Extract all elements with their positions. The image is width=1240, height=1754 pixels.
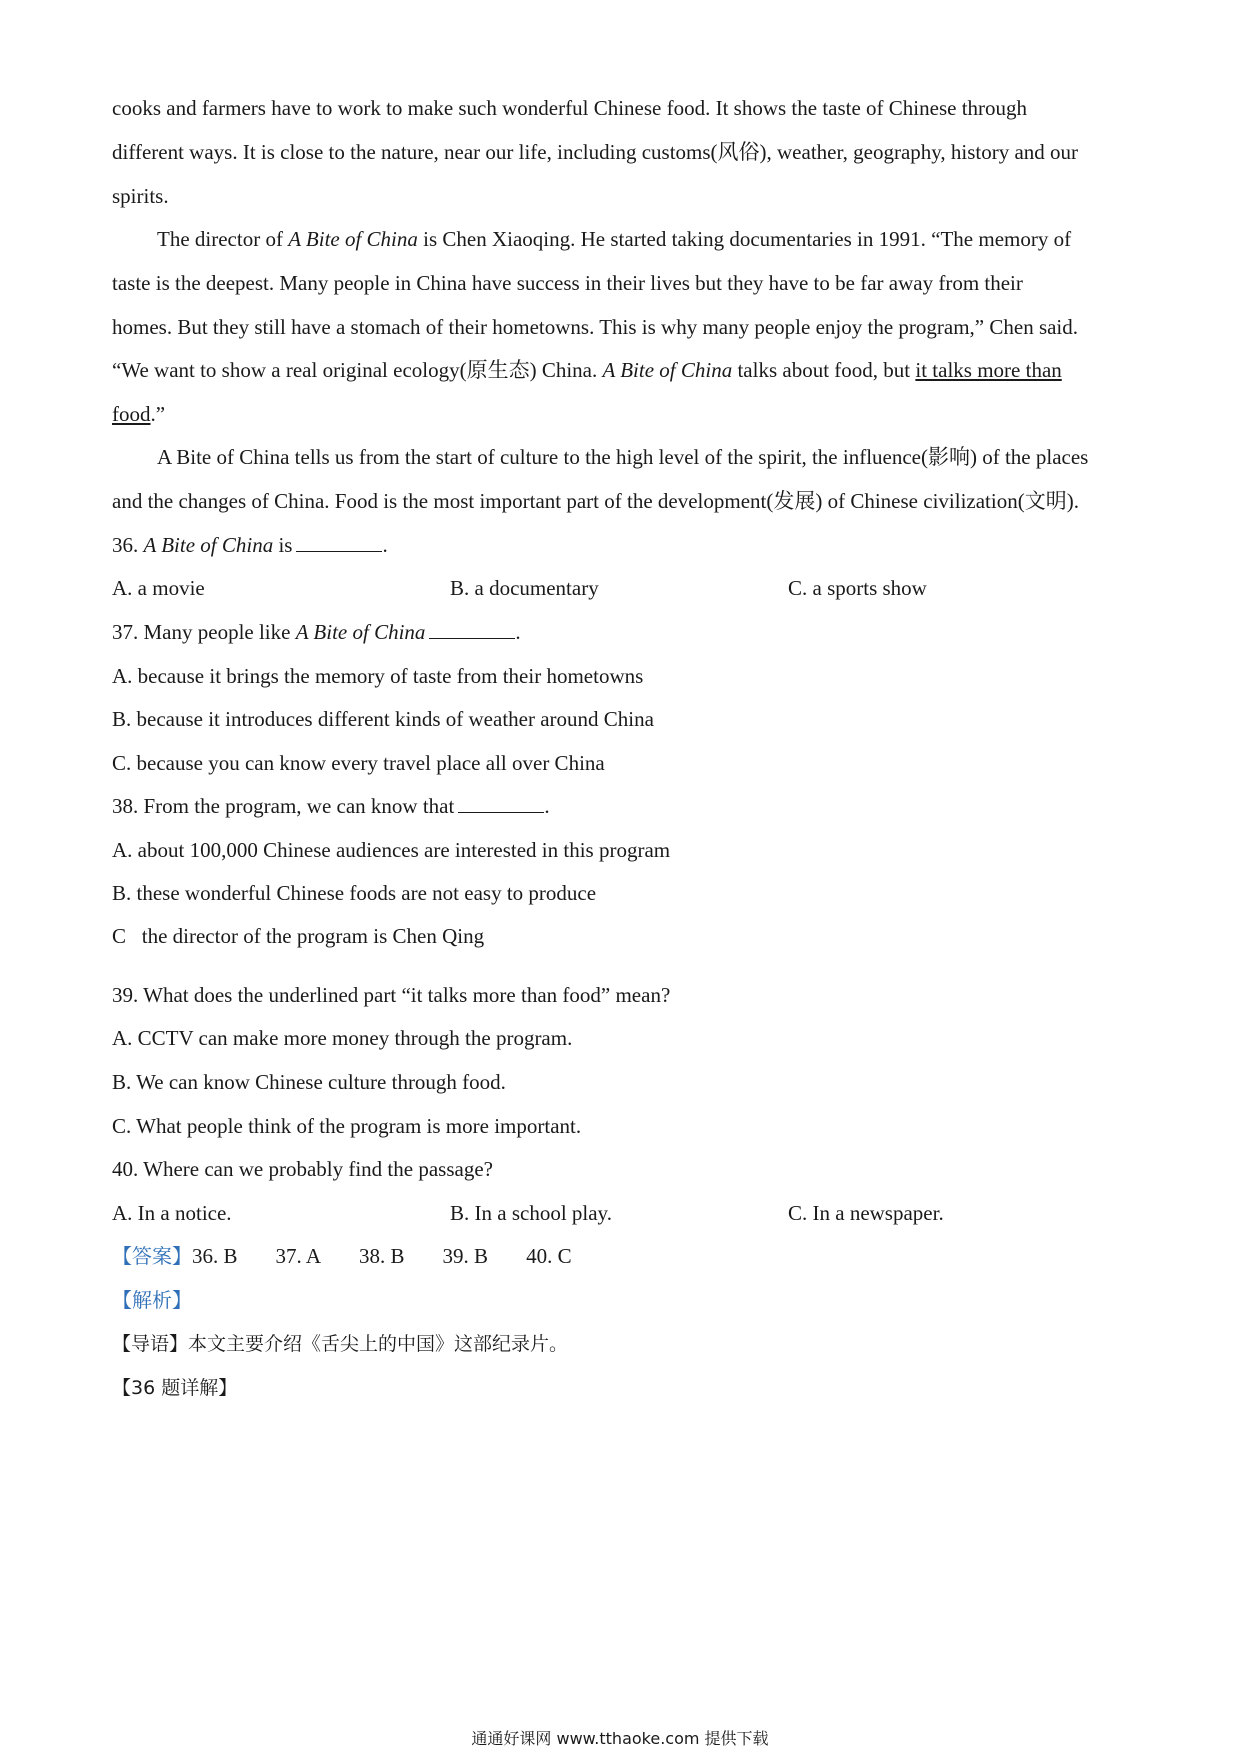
option-37-b: B. because it introduces different kinds of weather around China — [112, 707, 654, 731]
answer-key: 【答案】36. B 37. A 38. B 39. B 40. C — [112, 1244, 572, 1268]
option-40-a: A. In a notice. — [112, 1201, 232, 1225]
passage-line: The director of A Bite of China is Chen Xiaoqing. He started taking documentaries in 1991. “The memory of — [157, 227, 1072, 251]
answer-blank — [296, 533, 382, 552]
option-37-a: A. because it brings the memory of taste from their hometowns — [112, 664, 644, 688]
option-39-c: C. What people think of the program is more important. — [112, 1114, 582, 1138]
option-40-b: B. In a school play. — [450, 1201, 612, 1225]
passage-line: A Bite of China tells us from the start of culture to the high level of the spirit, the influence(影响) of the places — [157, 445, 1089, 469]
page-footer: 通通好课网 www.tthaoke.com 提供下载 — [471, 1729, 769, 1748]
option-38-b: B. these wonderful Chinese foods are not easy to produce — [112, 881, 597, 905]
passage-line: different ways. It is close to the nature, near our life, including customs(风俗), weather, geography, history and our — [112, 140, 1079, 164]
program-title: A Bite of China — [288, 227, 418, 251]
option-36-c: C. a sports show — [788, 576, 927, 600]
program-title: A Bite of China — [602, 358, 733, 382]
option-39-a: A. CCTV can make more money through the program. — [112, 1026, 573, 1050]
option-39-b: B. We can know Chinese culture through food. — [112, 1070, 506, 1094]
analysis-tag: 【解析】 — [112, 1288, 192, 1312]
passage-line: food.” — [112, 402, 166, 426]
question-39: 39. What does the underlined part “it talks more than food” mean? — [112, 983, 671, 1007]
underlined-phrase: it talks more than — [915, 358, 1062, 382]
option-38-c: C the director of the program is Chen Qing — [112, 924, 485, 948]
q36-detail-heading: 【36 题详解】 — [112, 1377, 238, 1399]
underlined-phrase: food — [112, 402, 151, 426]
option-37-c: C. because you can know every travel place all over China — [112, 751, 605, 775]
analysis-intro: 【导语】本文主要介绍《舌尖上的中国》这部纪录片。 — [112, 1333, 569, 1355]
question-38: 38. From the program, we can know that . — [112, 794, 550, 818]
passage-line: homes. But they still have a stomach of their hometowns. This is why many people enjoy the program,” Chen said. — [112, 315, 1079, 339]
answer-blank — [458, 794, 544, 813]
answer-blank — [429, 620, 515, 639]
option-36-a: A. a movie — [112, 576, 205, 600]
option-40-c: C. In a newspaper. — [788, 1201, 944, 1225]
answer-tag: 【答案】 — [112, 1244, 192, 1268]
passage-line: and the changes of China. Food is the most important part of the development(发展) of Chinese civilization(文明). — [112, 489, 1079, 513]
question-40: 40. Where can we probably find the passage? — [112, 1157, 493, 1181]
passage-line: cooks and farmers have to work to make such wonderful Chinese food. It shows the taste of Chinese through — [112, 96, 1028, 120]
passage-line: taste is the deepest. Many people in China have success in their lives but they have to be far away from their — [112, 271, 1023, 295]
passage-line: spirits. — [112, 184, 169, 208]
option-36-b: B. a documentary — [450, 576, 599, 600]
passage-line: “We want to show a real original ecology(原生态) China. A Bite of China talks about food, but it talks more than — [112, 358, 1062, 382]
option-38-a: A. about 100,000 Chinese audiences are interested in this program — [112, 838, 671, 862]
question-36: 36. A Bite of China is . — [112, 533, 388, 557]
question-37: 37. Many people like A Bite of China . — [112, 620, 521, 644]
